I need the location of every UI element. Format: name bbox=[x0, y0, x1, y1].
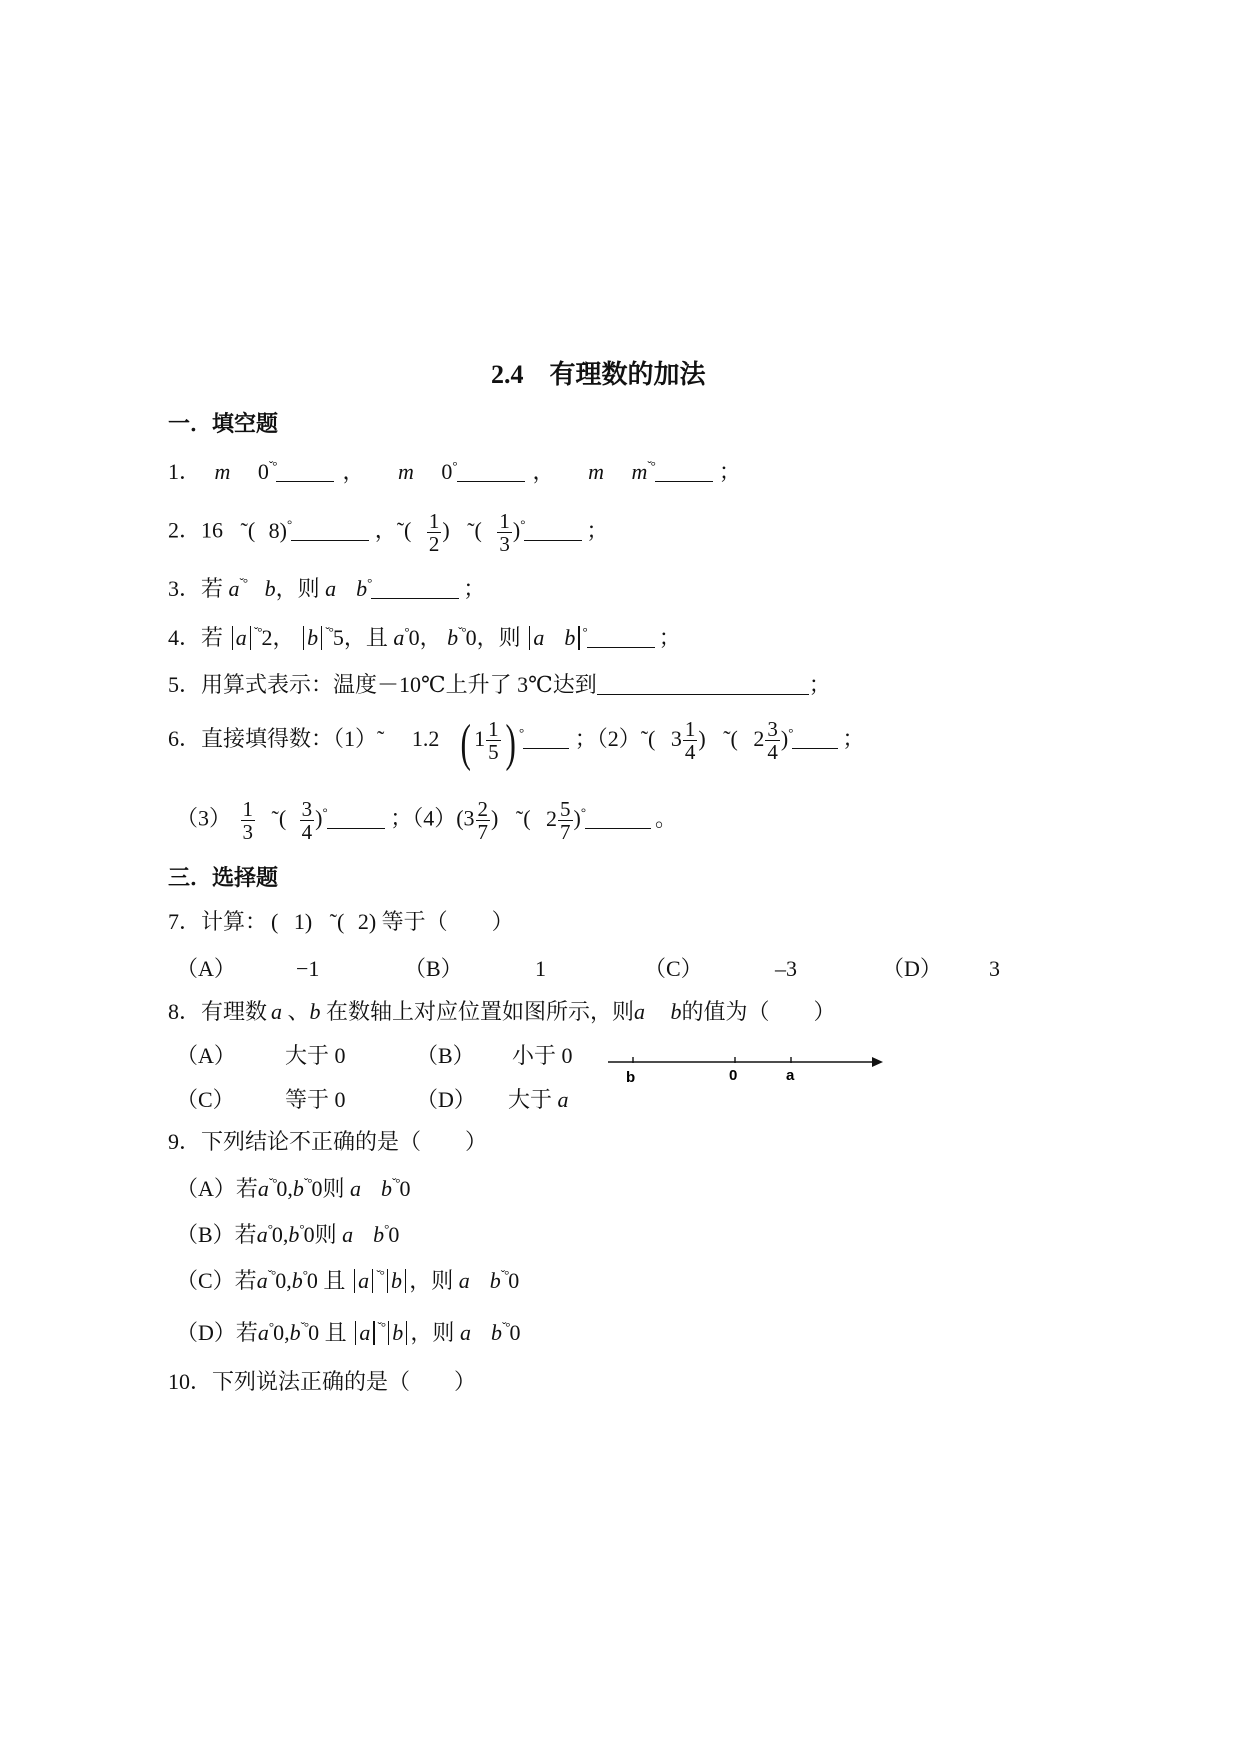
question-9: 9．下列结论不正确的是（ ） bbox=[168, 1129, 488, 1154]
answer-blank[interactable] bbox=[327, 808, 385, 829]
option-a[interactable]: （A） bbox=[176, 1043, 236, 1068]
option-c-value: –3 bbox=[775, 956, 797, 981]
question-4: 4．若 a $^{ˇ^\circ}$2， b $^{ˇ^\circ}$5，且 a°0， $b^{ˇ^\circ}0$，则 a b ° ； bbox=[168, 624, 681, 650]
option-d-value: 3 bbox=[989, 956, 1000, 981]
fraction: $\frac{3}{4}$ bbox=[301, 797, 313, 845]
fraction: $\frac{1}{3}$ bbox=[242, 797, 254, 845]
option-c[interactable]: （C）若$a^{ˇ^\circ}0,b^\circ 0$ 且 a $^{ˇ^\circ}$ b ，则 a $b^{ˇ^\circ}0$ bbox=[176, 1267, 520, 1293]
option-c[interactable]: （C） bbox=[644, 956, 703, 981]
fraction: $\frac{1}{4}$ bbox=[684, 717, 696, 765]
option-a[interactable]: （A）若$a^{ˇ^\circ}0,b^{ˇ^\circ}0$则 a $b^{ˇ^\circ}0$ bbox=[176, 1175, 411, 1201]
question-10: 10．下列说法正确的是（ ） bbox=[168, 1369, 477, 1394]
page-title: 2.4 有理数的加法 bbox=[491, 360, 706, 389]
section-heading-fill: 一．填空题 bbox=[168, 411, 279, 436]
option-b-value: 小于 0 bbox=[512, 1043, 573, 1068]
option-d-value: 大于 a bbox=[508, 1087, 569, 1112]
option-b-value: 1 bbox=[535, 956, 546, 981]
option-b[interactable]: （B） bbox=[404, 956, 463, 981]
question-5: 5．用算式表示：温度－10℃上升了 3℃达到 ； bbox=[168, 672, 831, 697]
option-d[interactable]: （D）若$a^\circ 0,b^{ˇ^\circ}0$ 且 a $^{ˇ^\circ}$ b ，则 a $b^{ˇ^\circ}0$ bbox=[176, 1319, 521, 1345]
option-a-value: −1 bbox=[296, 956, 320, 981]
arrow-icon bbox=[872, 1057, 883, 1067]
answer-blank[interactable] bbox=[655, 461, 713, 482]
answer-blank[interactable] bbox=[597, 674, 809, 695]
label-0: 0 bbox=[729, 1067, 738, 1084]
answer-blank[interactable] bbox=[524, 520, 582, 541]
fraction: $\frac{1}{5}$ bbox=[488, 717, 499, 765]
section-heading-choice: 三．选择题 bbox=[168, 865, 279, 890]
option-c-value: 等于 0 bbox=[285, 1087, 346, 1112]
answer-blank[interactable] bbox=[792, 728, 838, 749]
question-6-line-2: （3） $\frac{1}{3}$ ˜( $\frac{3}{4}$ )° ；（4）(3 $\frac{2}{7}$ ) ˜( 2 $\frac{5}{7}$ )° 。 bbox=[176, 797, 678, 845]
question-6-line-1: 6．直接填得数：（1）˜ 1.2 ( 1 $\frac{1}{5}$ ) ° ；（2）˜( 3 $\frac{1}{4}$ ) ˜( 2 $\frac{3}{4}$ )° ； bbox=[168, 715, 865, 772]
fraction: $\frac{1}{2}$ bbox=[428, 509, 440, 557]
option-a[interactable]: （A） bbox=[176, 956, 236, 981]
answer-blank[interactable] bbox=[457, 461, 525, 482]
option-a-value: 大于 0 bbox=[285, 1043, 346, 1068]
option-d[interactable]: （D） bbox=[882, 956, 942, 981]
question-3: 3．若 $a^{ˇ^\circ}$ b，则 a b° ； bbox=[168, 575, 486, 601]
label-a: a bbox=[786, 1067, 795, 1084]
option-d[interactable]: （D） bbox=[416, 1087, 476, 1112]
option-c[interactable]: （C） bbox=[176, 1087, 235, 1112]
answer-blank[interactable] bbox=[371, 578, 459, 599]
answer-blank[interactable] bbox=[585, 808, 651, 829]
fraction: $\frac{1}{3}$ bbox=[499, 509, 510, 557]
answer-blank[interactable] bbox=[587, 627, 655, 648]
fraction: $\frac{3}{4}$ bbox=[767, 717, 778, 765]
option-b[interactable]: （B）若a°0,b°0则 a b°0 bbox=[176, 1221, 400, 1247]
fraction: $\frac{2}{7}$ bbox=[477, 797, 489, 845]
answer-blank[interactable] bbox=[276, 461, 334, 482]
question-2: 2．16 ˜( 8)° ，˜( $\frac{1}{2}$ ) ˜( $\frac{1}{3}$ )° ； bbox=[168, 509, 609, 557]
option-b[interactable]: （B） bbox=[416, 1043, 475, 1068]
fraction: $\frac{5}{7}$ bbox=[560, 797, 571, 845]
label-b: b bbox=[626, 1069, 636, 1086]
question-7: 7．计算： ( 1) ˜( 2) 等于（ ） bbox=[168, 909, 514, 934]
answer-blank[interactable] bbox=[523, 728, 569, 749]
number-line bbox=[600, 1050, 900, 1090]
question-1: 1． m $0^{ˇ^\circ}$ ， m 0° ， m $m^{ˇ^\circ}$ ； bbox=[168, 458, 741, 484]
answer-blank[interactable] bbox=[291, 520, 369, 541]
question-8: 8．有理数 a 、b 在数轴上对应位置如图所示，则a b的值为（ ） bbox=[168, 999, 836, 1024]
